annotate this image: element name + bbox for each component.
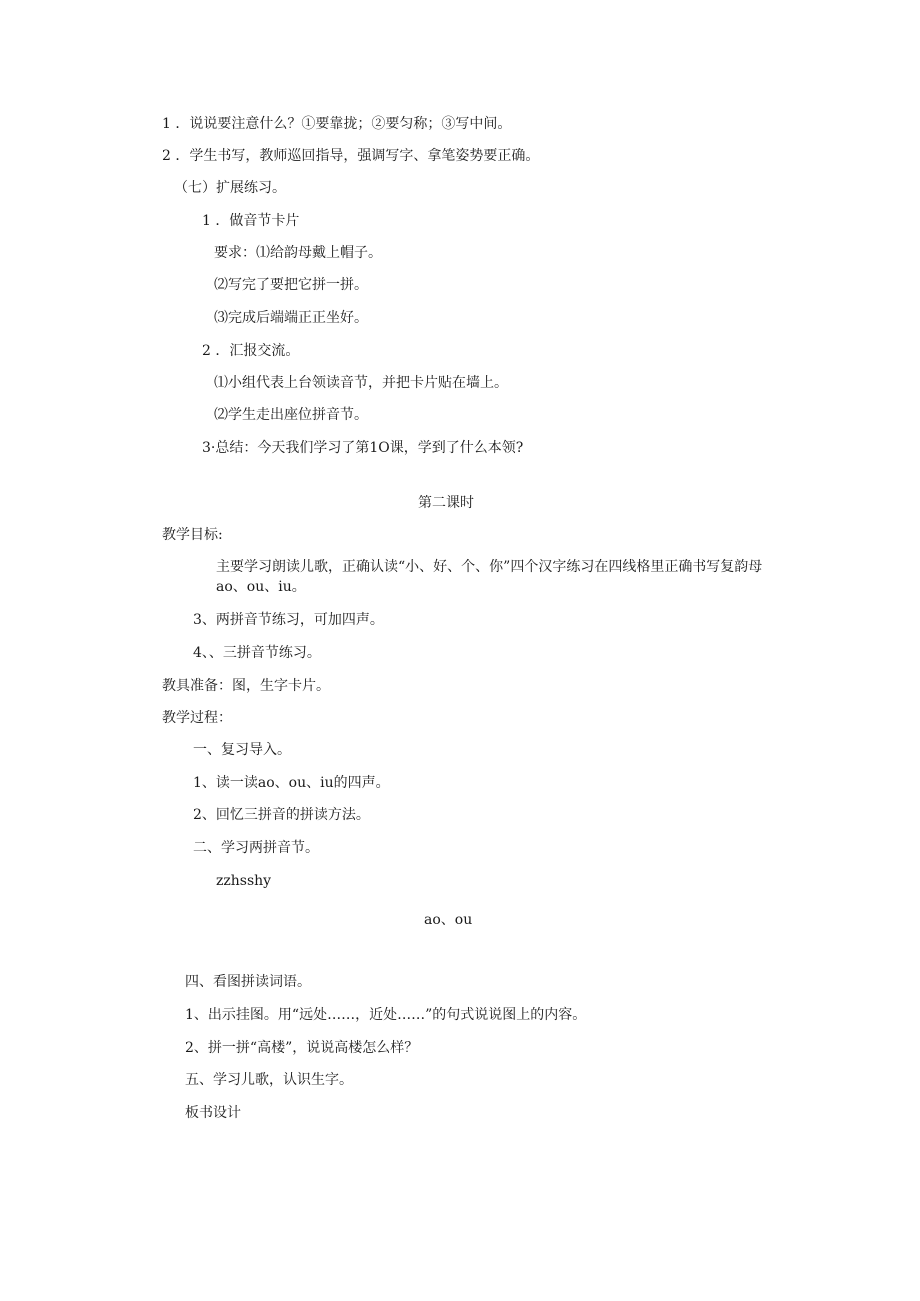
part-2-two-syllables: 二、学习两拼音节。 (193, 840, 319, 856)
teaching-goals-heading: 教学目标: (162, 527, 223, 543)
item-2-report: 2 ．汇报交流。 (202, 343, 300, 359)
item-1-syllable-cards: 1 ．做音节卡片 (202, 213, 300, 229)
part-1-review: 一、复习导入。 (193, 742, 291, 758)
goal-3: 3、两拼音节练习，可加四声。 (193, 612, 384, 628)
review-step-2: 2、回忆三拼音的拼读方法。 (193, 807, 370, 823)
teaching-goals-text: 主要学习朗读儿歌，正确认读“小、好、个、你”四个汉字练习在四线格里正确书写复韵母ao、ou、iu。 (216, 559, 763, 595)
teaching-process-heading: 教学过程： (162, 710, 232, 726)
initials-list: zzhsshy (216, 873, 272, 889)
board-design-heading: 板书设计 (185, 1105, 241, 1121)
report-step-2: ⑵学生走出座位拼音节。 (214, 407, 368, 423)
goal-4: 4、、三拼音节练习。 (193, 645, 321, 661)
section-7-heading: （七）扩展练习。 (174, 180, 286, 196)
finals-list: ao、ou (424, 912, 473, 928)
picture-step-1: 1、出示挂图。用“远处……，近处……”的句式说说图上的内容。 (185, 1007, 587, 1023)
item-2-student-writing: 2 ．学生书写，教师巡回指导，强调写字、拿笔姿势要正确。 (162, 148, 540, 164)
picture-step-2: 2、拼一拼“高楼”，说说高楼怎么样？ (185, 1040, 419, 1056)
part-5-rhyme: 五、学习儿歌，认识生字。 (185, 1072, 353, 1088)
part-4-picture-reading: 四、看图拼读词语。 (185, 974, 311, 990)
teaching-aids: 教具准备：图，生字卡片。 (162, 678, 330, 694)
report-step-1: ⑴小组代表上台领读音节，并把卡片贴在墙上。 (214, 375, 508, 391)
lesson-2-title: 第二课时 (418, 495, 474, 511)
item-1-attention: 1 ．说说要注意什么？①要靠拢；②要匀称；③写中间。 (162, 116, 512, 132)
review-step-1: 1、读一读ao、ou、iu的四声。 (193, 775, 390, 791)
item-3-summary: 3·总结：今天我们学习了第1O课，学到了什么本领? (202, 440, 524, 456)
requirement-3: ⑶完成后端端正正坐好。 (214, 310, 368, 326)
requirement-1: 要求：⑴给韵母戴上帽子。 (214, 245, 382, 261)
requirement-2: ⑵写完了要把它拼一拼。 (214, 277, 368, 293)
